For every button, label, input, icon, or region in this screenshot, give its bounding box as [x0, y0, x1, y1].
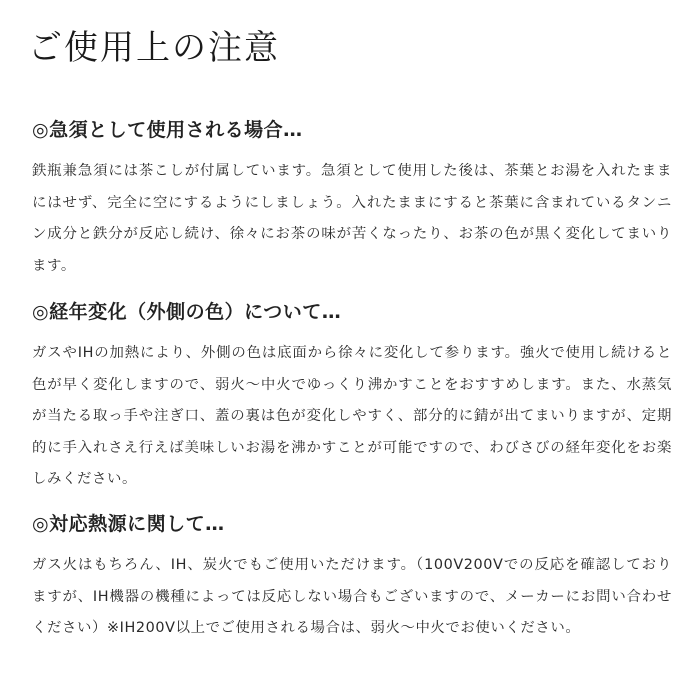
section-heat-sources — [32, 509, 672, 645]
section-heading: ◎対応熱源に関して… — [32, 513, 225, 535]
section-aging-color — [32, 297, 672, 496]
section-teapot-use — [32, 115, 672, 282]
section-body: 鉄瓶兼急須には茶こしが付属しています。急須として使用した後は、茶葉とお湯を入れたままにはせず、完全に空にするようにしましょう。入れたままにすると茶葉に含まれているタンニン成分と鉄分が反応し続け、徐々にお茶の味が苦くなったり、お茶の色が黒く変化してまいります。 — [32, 163, 672, 274]
section-body: ガスやIHの加熱により、外側の色は底面から徐々に変化して参ります。強火で使用し続けると色が早く変化しますので、弱火～中火でゆっくり沸かすことをおすすめします。また、水蒸気が当たる取っ手や注ぎ口、蓋の裏は色が変化しやすく、部分的に錆が出てまいりますが、定期的に手入れさえ行えば美味しいお湯を沸かすことが可能ですので、わびさびの経年変化をお楽しみください。 — [32, 345, 672, 487]
section-body: ガス火はもちろん、IH、炭火でもご使用いただけます。（100V200Vでの反応を確認しておりますが、IH機器の機種によっては反応しない場合もございますので、メーカーにお問い合わせください）※IH200V以上でご使用される場合は、弱火～中火でお使いください。 — [32, 557, 672, 636]
section-heading: ◎経年変化（外側の色）について… — [32, 301, 342, 323]
page-title: ご使用上の注意 — [28, 28, 280, 68]
section-heading: ◎急須として使用される場合… — [32, 119, 303, 141]
